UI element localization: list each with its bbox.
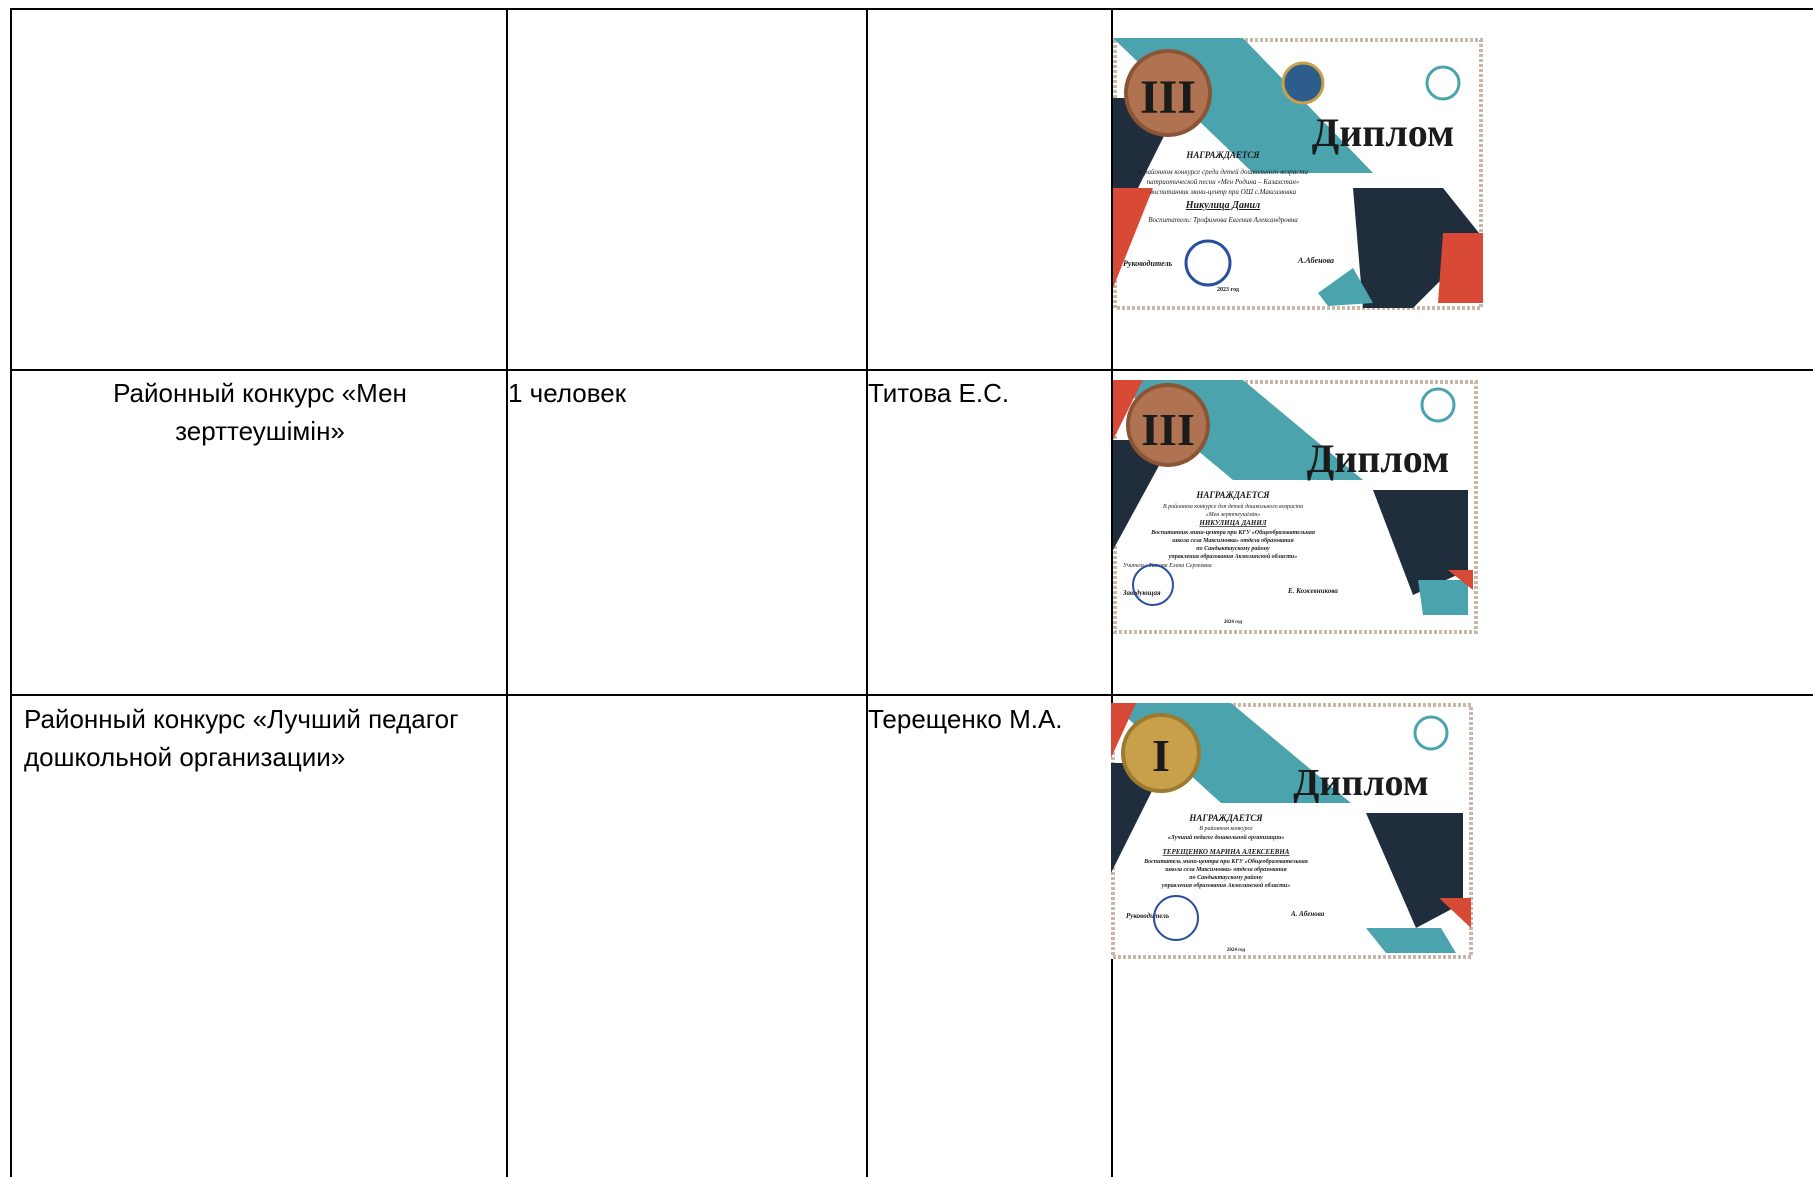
svg-text:Диплом: Диплом	[1293, 762, 1429, 804]
svg-text:по Сандыктаускому району: по Сандыктаускому району	[1189, 875, 1263, 881]
svg-text:В районном конкурсе: В районном конкурсе	[1199, 826, 1253, 832]
row-divider	[10, 694, 1813, 696]
svg-text:управления образования Акмолин: управления образования Акмолинской области»	[1168, 554, 1298, 560]
contest-name: Районный конкурс «Мен зерттеушімін»	[113, 378, 407, 446]
svg-text:Диплом: Диплом	[1311, 110, 1455, 155]
svg-text:В районном конкурсе для детей: В районном конкурсе для детей дошкольного возраста	[1162, 504, 1304, 510]
svg-text:III: III	[1139, 71, 1197, 124]
participants-count: 1 человек	[508, 378, 627, 408]
svg-text:А. Абенова: А. Абенова	[1291, 910, 1325, 918]
svg-text:НИКУЛИЦА ДАНИЛ: НИКУЛИЦА ДАНИЛ	[1199, 519, 1267, 527]
svg-text:В районном конкурсе среди дете: В районном конкурсе среди детей дошкольного возраста	[1137, 168, 1309, 176]
svg-text:Диплом: Диплом	[1306, 436, 1450, 481]
svg-text:2023 год: 2023 год	[1217, 287, 1239, 293]
row-divider	[10, 8, 1813, 10]
diploma-image	[1111, 703, 1473, 959]
svg-text:Учитель: Титова Елена Сергеевн: Учитель: Титова Елена Сергеевна	[1123, 563, 1212, 569]
svg-text:управления образования Акмолин: управления образования Акмолинской области»	[1161, 883, 1291, 889]
svg-text:«Мен зерттеушімін»: «Мен зерттеушімін»	[1205, 512, 1261, 518]
svg-text:школа села Максимовка» отдела: школа села Максимовка» отдела образования	[1172, 538, 1294, 544]
row-divider	[10, 369, 1813, 371]
svg-text:Воспитатель мини-центра при КГ: Воспитатель мини-центра при КГУ «Общеобразовательная	[1144, 859, 1308, 865]
svg-text:воспитанник мини-центр при ОШ: воспитанник мини-центр при ОШ с.Максимовка	[1149, 188, 1297, 196]
svg-text:2024 год: 2024 год	[1223, 620, 1243, 625]
teacher-name: Титова Е.С.	[868, 378, 1010, 408]
svg-text:Руководитель: Руководитель	[1126, 912, 1170, 920]
svg-text:2024 год: 2024 год	[1226, 948, 1246, 953]
svg-text:Заведующая: Заведующая	[1123, 589, 1161, 597]
department-logo-icon	[1422, 389, 1454, 421]
table-border-left	[10, 8, 12, 1177]
svg-text:НАГРАЖДАЕТСЯ: НАГРАЖДАЕТСЯ	[1189, 813, 1263, 823]
column-divider	[866, 8, 868, 1177]
contest-name: Районный конкурс «Лучший педагог дошкольной организации»	[24, 704, 459, 772]
svg-text:НАГРАЖДАЕТСЯ: НАГРАЖДАЕТСЯ	[1196, 490, 1270, 500]
svg-text:патриотической песни «Мен Роди: патриотической песни «Мен Родина – Казахстан»	[1146, 178, 1300, 186]
svg-text:НАГРАЖДАЕТСЯ: НАГРАЖДАЕТСЯ	[1186, 150, 1260, 160]
department-logo-icon	[1415, 717, 1447, 749]
svg-text:по Сандыктаускому району: по Сандыктаускому району	[1196, 546, 1270, 552]
svg-text:«Лучший педагог дошкольной орг: «Лучший педагог дошкольной организации»	[1167, 835, 1285, 841]
svg-text:Руководитель: Руководитель	[1123, 259, 1173, 268]
column-divider	[506, 8, 508, 1177]
department-logo-icon	[1427, 67, 1459, 99]
svg-text:Е. Кожевникова: Е. Кожевникова	[1288, 587, 1338, 595]
svg-text:Воспитатель: Трофимова Евгения: Воспитатель: Трофимова Евгения Александровна	[1148, 216, 1298, 224]
svg-text:школа села Максимовка» отдела: школа села Максимовка» отдела образования	[1165, 867, 1287, 873]
teacher-name: Терещенко М.А.	[868, 704, 1063, 734]
svg-text:ТЕРЕЩЕНКО МАРИНА АЛЕКСЕЕВНА: ТЕРЕЩЕНКО МАРИНА АЛЕКСЕЕВНА	[1162, 848, 1290, 856]
diploma-image	[1113, 38, 1483, 310]
svg-text:III: III	[1141, 404, 1195, 455]
svg-text:Воспитанник мини-центра при КГ: Воспитанник мини-центра при КГУ «Общеобразовательная	[1151, 530, 1315, 536]
svg-text:А.Абенова: А.Абенова	[1298, 256, 1335, 265]
svg-text:I: I	[1152, 730, 1170, 781]
diploma-image	[1113, 380, 1478, 634]
svg-text:Никулица Данил: Никулица Данил	[1185, 200, 1261, 211]
school-logo-icon	[1283, 63, 1323, 103]
